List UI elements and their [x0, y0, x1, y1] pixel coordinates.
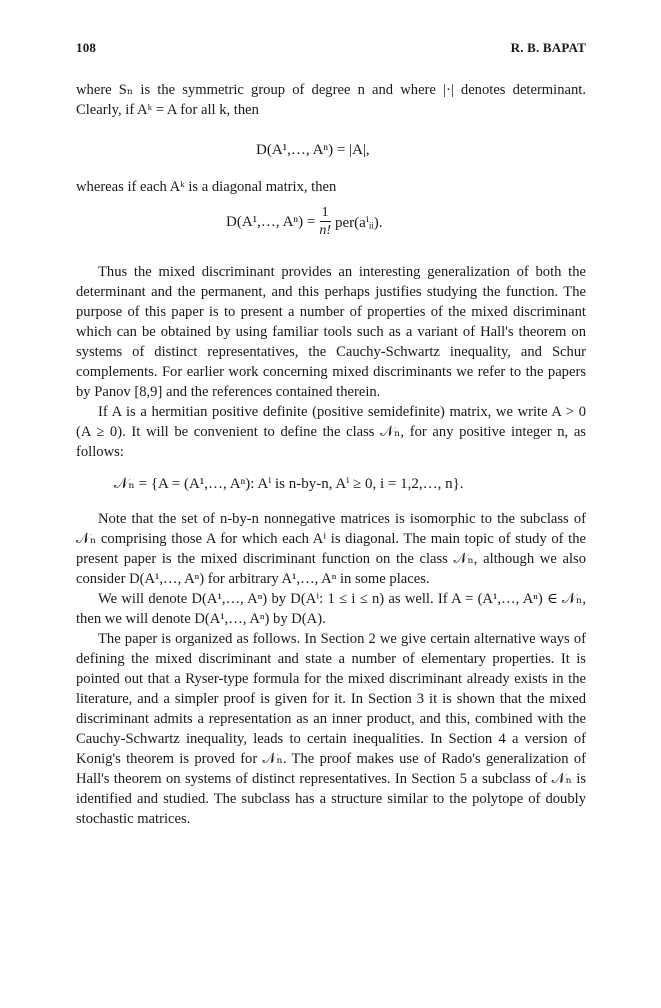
paragraph-5: Note that the set of n-by-n nonnegative matrices is isomorphic to the subclass of 𝒩ₙ comprising those A for which each Aⁱ is diagonal. The main topic of study of the present paper is the mixed discriminant function on the class 𝒩ₙ, although we also consider D(A¹,…, Aⁿ) for arbitrary A¹,…, Aⁿ in some places.	[76, 511, 586, 587]
running-header	[76, 40, 586, 56]
fraction	[319, 205, 331, 240]
page-number: 108	[76, 40, 97, 55]
page	[76, 40, 586, 829]
running-author: R. B. BAPAT	[510, 40, 586, 55]
equation-permanent-lhs: D(A¹,…, Aⁿ) =	[226, 214, 316, 230]
equation-determinant: D(A¹,…, Aⁿ) = |A|,	[256, 142, 370, 158]
paragraph-1: where Sₙ is the symmetric group of degree n and where |·| denotes determinant. Clearly, if Aᵏ = A for all k, then	[76, 82, 586, 118]
equation-permanent	[226, 205, 586, 240]
paragraph-2: whereas if each Aᵏ is a diagonal matrix, then	[76, 179, 337, 195]
fraction-denominator: n!	[319, 223, 332, 238]
paragraph-3: Thus the mixed discriminant provides an interesting generalization of both the determinant and the permanent, and this perhaps justifies studying the function. The purpose of this paper is to present a number of properties of the mixed discriminant which can be obtained by using familiar tools such as a variant of Hall's theorem on systems of distinct representatives, the Cauchy-Schwartz inequality, and Schur complements. For earlier work concerning mixed discriminants we refer to the papers by Panov [8,9] and the references contained therein.	[76, 264, 586, 400]
equation-permanent-rhs: per(aⁱᵢᵢ).	[335, 215, 383, 231]
fraction-numerator: 1	[321, 205, 329, 220]
paragraph-6: We will denote D(A¹,…, Aⁿ) by D(Aⁱ: 1 ≤ i ≤ n) as well. If A = (A¹,…, Aⁿ) ∈ 𝒩ₙ, then we will denote D(A¹,…, Aⁿ) by D(A).	[76, 591, 586, 627]
paragraph-7: The paper is organized as follows. In Section 2 we give certain alternative ways of defining the mixed discriminant and state a number of elementary properties. It is pointed out that a Ryser-type formula for the mixed discriminant already exists in the literature, and a simpler proof is given for it. In Section 3 it is shown that the mixed discriminant admits a representation as an inner product, and this, combined with the Cauchy-Schwartz inequality, leads to certain inequalities. In Section 4 a version of Konig's theorem is proved for 𝒩ₙ. The proof makes use of Rado's generalization of Hall's theorem on systems of distinct representatives. In Section 5 a subclass of 𝒩ₙ is identified and studied. The subclass has a structure similar to the polytope of doubly stochastic matrices.	[76, 631, 586, 827]
paragraph-4: If A is a hermitian positive definite (positive semidefinite) matrix, we write A > 0 (A ≥ 0). It will be convenient to define the class 𝒩ₙ, for any positive integer n, as follows:	[76, 404, 586, 460]
equation-class-definition: 𝒩ₙ = {A = (A¹,…, Aⁿ): Aⁱ is n-by-n, Aⁱ ≥ 0, i = 1,2,…, n}.	[114, 476, 464, 492]
